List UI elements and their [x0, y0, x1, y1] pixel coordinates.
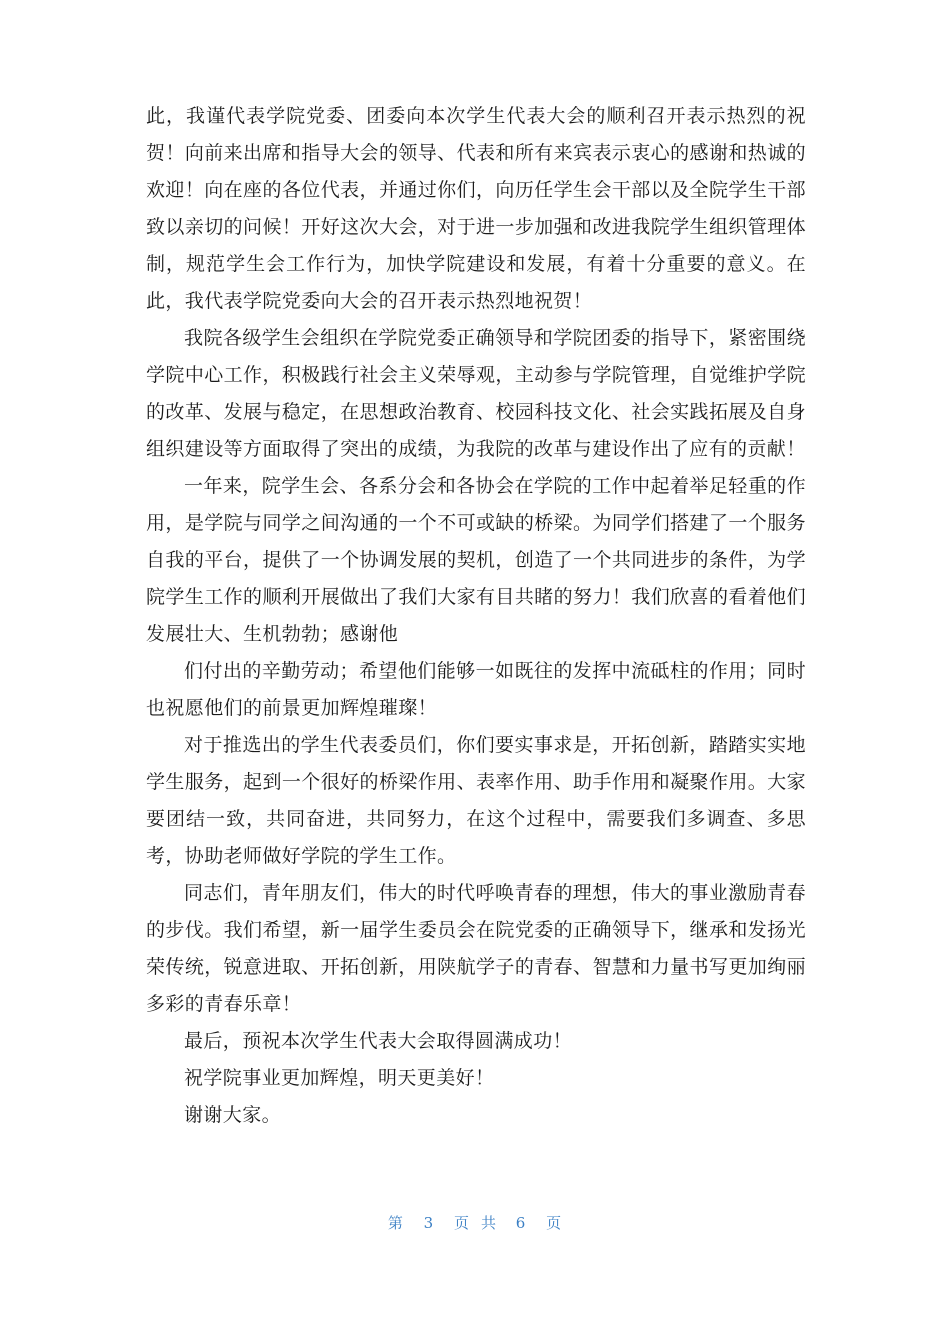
paragraph: 一年来，院学生会、各系分会和各协会在学院的工作中起着举足轻重的作用，是学院与同学之间沟通的一个不可或缺的桥梁。为同学们搭建了一个服务自我的平台，提供了一个协调发展的契机，创造了一个共同进步的条件，为学院学生工作的顺利开展做出了我们大家有目共睹的努力！我们欣喜的看着他们发展壮大、生机勃勃；感谢他 [146, 475, 806, 645]
document-body [146, 98, 806, 1134]
total-pages-number: 6 [515, 1214, 527, 1232]
paragraph: 同志们，青年朋友们，伟大的时代呼唤青春的理想，伟大的事业激励青春的步伐。我们希望，新一届学生委员会在院党委的正确领导下，继承和发扬光荣传统，锐意进取、开拓创新，用陕航学子的青春、智慧和力量书写更加绚丽多彩的青春乐章！ [146, 882, 806, 1015]
page-label-middle: 页共 [453, 1214, 508, 1232]
current-page-number: 3 [423, 1214, 435, 1232]
paragraph: 对于推选出的学生代表委员们，你们要实事求是，开拓创新，踏踏实实地学生服务，起到一个很好的桥梁作用、表率作用、助手作用和凝聚作用。大家要团结一致，共同奋进，共同努力，在这个过程中，需要我们多调查、多思考，协助老师做好学院的学生工作。 [146, 734, 806, 867]
page-label-suffix: 页 [546, 1214, 563, 1232]
paragraph: 祝学院事业更加辉煌，明天更美好！ [184, 1067, 495, 1089]
paragraph: 谢谢大家。 [184, 1104, 282, 1126]
paragraph: 此，我谨代表学院党委、团委向本次学生代表大会的顺利召开表示热烈的祝贺！向前来出席和指导大会的领导、代表和所有来宾表示衷心的感谢和热诚的欢迎！向在座的各位代表，并通过你们，向历任学生会干部以及全院学生干部致以亲切的问候！开好这次大会，对于进一步加强和改进我院学生组织管理体制，规范学生会工作行为，加快学院建设和发展，有着十分重要的意义。在此，我代表学院党委向大会的召开表示热烈地祝贺！ [146, 105, 806, 312]
paragraph: 们付出的辛勤劳动；希望他们能够一如既往的发挥中流砥柱的作用；同时也祝愿他们的前景更加辉煌璀璨！ [146, 660, 806, 719]
paragraph: 我院各级学生会组织在学院党委正确领导和学院团委的指导下，紧密围绕学院中心工作，积极践行社会主义荣辱观，主动参与学院管理，自觉维护学院的改革、发展与稳定，在思想政治教育、校园科技文化、社会实践拓展及自身组织建设等方面取得了突出的成绩，为我院的改革与建设作出了应有的贡献！ [146, 327, 806, 460]
page-footer [0, 1212, 950, 1233]
paragraph: 最后，预祝本次学生代表大会取得圆满成功！ [184, 1030, 573, 1052]
page-label-prefix: 第 [387, 1214, 404, 1232]
